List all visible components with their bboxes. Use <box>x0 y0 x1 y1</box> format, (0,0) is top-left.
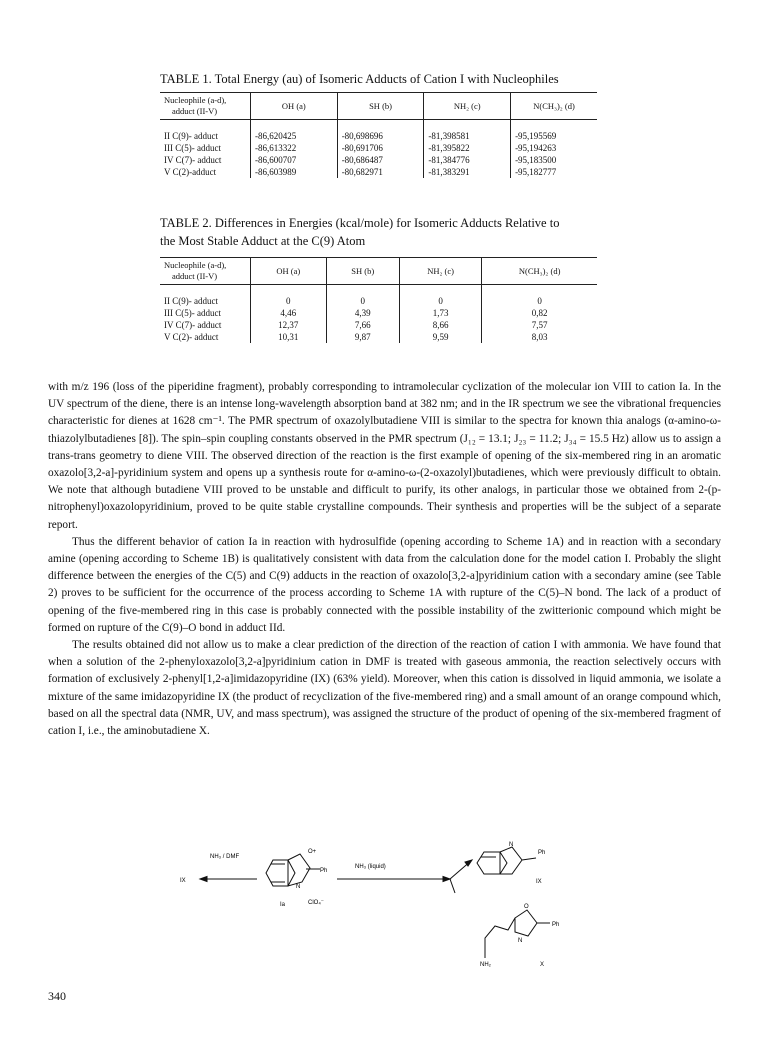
table1-caption: TABLE 1. Total Energy (au) of Isomeric Adducts of Cation I with Nucleophiles <box>160 72 559 86</box>
atom-n-X: N <box>518 938 523 944</box>
atom-n-IX: N <box>509 842 514 848</box>
phenyl-IX: Ph <box>538 850 546 856</box>
perchlorate-label: ClO₄⁻ <box>308 900 324 906</box>
pyridine-ring-IX <box>477 852 507 874</box>
label-Ia: Ia <box>280 902 286 908</box>
table2-header-adduct: Nucleophile (a-d), adduct (II-V) <box>160 258 251 285</box>
butadiene-chain-X <box>485 918 515 958</box>
reaction-scheme <box>150 838 620 968</box>
table1-header-nme2: N(CH₃)₂ (d) <box>511 93 597 120</box>
table2-header-sh: SH (b) <box>326 258 399 285</box>
table-row: II C(9)- adduct -86,620425 -80,698696 -81,398581 -95,195569 <box>160 130 597 142</box>
table-row: IV C(7)- adduct -86,600707 -80,686487 -81,384776 -95,183500 <box>160 154 597 166</box>
table2-caption: TABLE 2. Differences in Energies (kcal/mole) for Isomeric Adducts Relative to the Most Stable Adduct at the C(9) Atom <box>160 216 560 248</box>
atom-n-Ia: N <box>296 884 301 890</box>
table2-header-nh2: NH₂ (c) <box>399 258 481 285</box>
page-number: 340 <box>48 989 66 1003</box>
label-X: X <box>540 962 545 968</box>
table2-header-nme2: N(CH₃)₂ (d) <box>482 258 597 285</box>
table2-header-oh: OH (a) <box>251 258 327 285</box>
amino-group-X: NH₂ <box>480 962 491 968</box>
table1-header-oh: OH (a) <box>251 93 338 120</box>
reagent-nh3-dmf: NH₃ / DMF <box>210 854 240 860</box>
table1 <box>160 92 597 178</box>
oxazole-ring-Ia <box>288 854 310 886</box>
oxazole-ring-X <box>515 910 537 936</box>
paragraph-3: The results obtained did not allow us to make a clear prediction of the direction of the reaction of cation I with ammonia. We have found that when a solution of the 2-phenyloxazolo[3,2-a]pyridinium cation in DMF is treated with gaseous ammonia, the reaction selectively occurs with formation of exclusively 2-phenyl[1,2-a]imidazopyridine (IX) (63% yield). Moreover, when this cation is dissolved in liquid ammonia, we isolate a mixture of the same imidazopyridine IX (the product of recyclization of the five-membered ring) and a small amount of an orange compound which, based on all the spectral data (NMR, UV, and mass spectrum), was assigned the structure of the product of opening of the six-membered fragment of cation I, i.e., the aminobutadiene X. <box>48 639 721 738</box>
paragraph-1: with m/z 196 (loss of the piperidine fragment), probably corresponding to intramolecular cyclization of the molecular ion VIII to cation Ia. In the UV spectrum of the diene, there is an intense long-wavelength absorption band at 382 nm; and in the IR spectrum we see the vibrational frequencies characteristic for dienes at 1628 cm⁻¹. The PMR spectrum of oxazolylbutadiene VIII is similar to the spectra for known thia analogs (α-amino-ω-thiazolylbutadienes [8]). The spin–spin coupling constants observed in the PMR spectrum (J₁₂ = 13.1; J₂₃ = 11.2; J₃₄ = 15.5 Hz) allow us to assign a trans-trans geometry to diene VIII. The observed direction of the reaction is the first example of opening of the six-membered ring in an aromatic oxazolo[3,2-a]-pyridinium system and opens up a synthesis route for α-amino-ω-(2-oxazolyl)butadienes, which were previously difficult to obtain. We note that although butadiene VIII proved to be unstable and difficult to purify, its other analogs, in particular those we obtained from 2-(p-nitrophenyl)oxazolopyridinium, proved to be quite stable crystalline compounds. Their synthesis and properties will be the subject of a separate report. <box>48 381 721 531</box>
arrowhead-left <box>200 877 207 882</box>
table1-header-nh2: NH₂ (c) <box>424 93 511 120</box>
table1-header-sh: SH (b) <box>337 93 424 120</box>
table-row: III C(5)- adduct 4,46 4,39 1,73 0,82 <box>160 307 597 319</box>
paragraph-2: Thus the different behavior of cation Ia in reaction with hydrosulfide (opening according to Scheme 1A) and in reaction with a secondary amine (opening according to Scheme 1B) is qualitatively consistent with data from the calculation done for the model cation I. Probably the slight difference between the energies of the C(5) and C(9) adducts in the reaction of oxazolo[3,2-a]pyridinium cation with a secondary amine (see Table 2) proves to be sufficient for the occurrence of the process according to Scheme 1A with rupture of the C(5)–N bond. The lack of a product of opening of the five-membered ring in this case is probably connected with the possible instability of the zwitterionic compound which might be formed on rupture of the C(9)–O bond in adduct IId. <box>48 535 721 634</box>
label-IX-right: IX <box>536 879 542 885</box>
reagent-nh3-liquid: NH₃ (liquid) <box>355 864 386 870</box>
phenyl-X: Ph <box>552 922 560 928</box>
table-row: V C(2)- adduct 10,31 9,87 9,59 8,03 <box>160 331 597 343</box>
table1-header-adduct: Nucleophile (a-d), adduct (II-V) <box>160 93 251 120</box>
atom-o-plus-Ia: O+ <box>308 849 317 855</box>
imidazole-ring-IX <box>500 847 522 874</box>
table2 <box>160 257 597 343</box>
table-row: V C(2)-adduct -86,603989 -80,682971 -81,383291 -95,182777 <box>160 166 597 178</box>
table-row: III C(5)- adduct -86,613322 -80,691706 -81,395822 -95,194263 <box>160 142 597 154</box>
body-text <box>48 379 721 740</box>
label-IX-left: IX <box>180 878 186 884</box>
table-row: II C(9)- adduct 0 0 0 0 <box>160 295 597 307</box>
atom-o-X: O <box>524 904 529 910</box>
table-row: IV C(7)- adduct 12,37 7,66 8,66 7,57 <box>160 319 597 331</box>
phenyl-Ia: Ph <box>320 868 328 874</box>
